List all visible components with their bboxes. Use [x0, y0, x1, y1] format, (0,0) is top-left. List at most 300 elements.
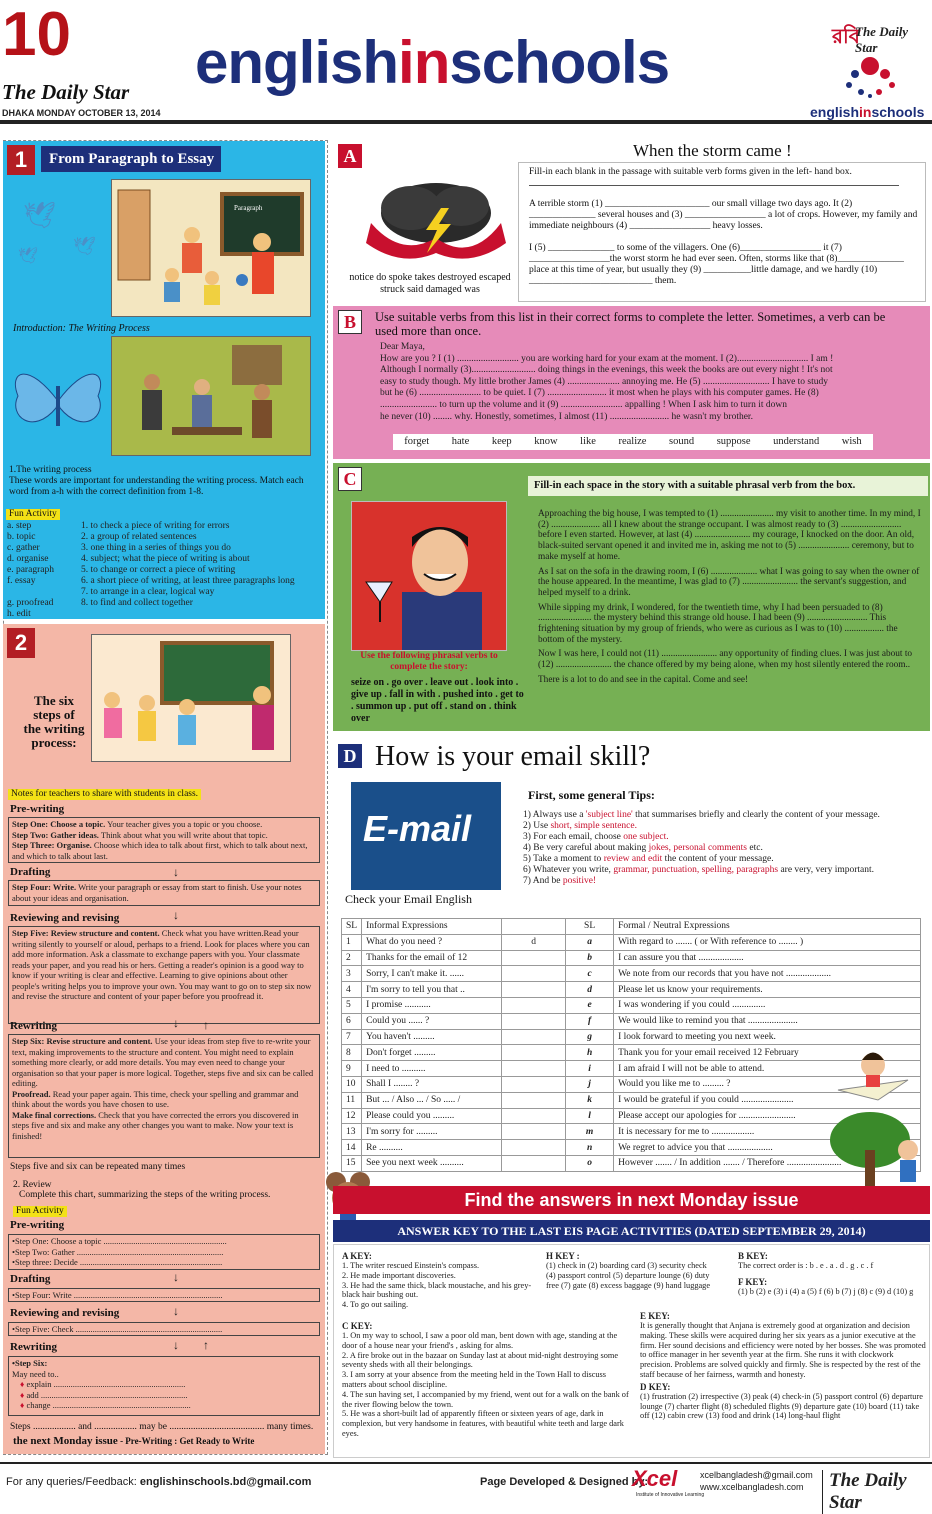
- table-row: [342, 997, 921, 1013]
- tree-boy-icon: [830, 1110, 930, 1188]
- word-item: g. proofread: [7, 598, 54, 608]
- row-formal: I am afraid I will not be able to attend.: [614, 1061, 921, 1077]
- letter-text: [380, 342, 920, 423]
- row-informal: You haven't .........: [362, 1029, 502, 1045]
- rewriting-heading: Rewriting: [10, 1020, 58, 1032]
- prewriting-steps: [8, 817, 320, 863]
- table-row: [342, 1045, 921, 1061]
- key-title: E KEY:: [640, 1311, 670, 1321]
- tip-text: 2) Use: [523, 821, 551, 831]
- section-a: [333, 140, 930, 303]
- next-issue-note: [13, 1436, 254, 1447]
- row-formal: We would like to remind you that .....................: [614, 1013, 921, 1029]
- classroom-drawing: [112, 180, 310, 316]
- row-answer: [502, 982, 566, 998]
- check-heading: Check your Email English: [345, 892, 472, 906]
- fun-activity-label-2: [13, 1206, 67, 1217]
- row-sl: 3: [342, 966, 362, 982]
- row-sl: 5: [342, 997, 362, 1013]
- final-corrections-label: Make final corrections.: [12, 1109, 97, 1120]
- storm-cloud-icon: [361, 168, 511, 268]
- row-formal: I would be grateful if you could ......................: [614, 1092, 921, 1108]
- verb-chip: realize: [618, 436, 647, 447]
- row-sl: 7: [342, 1029, 362, 1045]
- section-a-title: When the storm came !: [633, 141, 792, 160]
- row-sl: 15: [342, 1155, 362, 1171]
- row-formal: With regard to ....... ( or With reference to ........ ): [614, 934, 921, 950]
- key-item: 2. A fire broke out in the bazaar on Sunday last at about mid-night destroying some seventy sheds with all their belongings.: [342, 1350, 619, 1370]
- daily-star-logo: The Daily Star: [2, 80, 130, 104]
- designed-by: Page Developed & Designed by:: [480, 1476, 649, 1488]
- row-formal: Thank you for your email received 12 February: [614, 1045, 921, 1061]
- answer-key: [333, 1244, 930, 1458]
- verb-chip: forget: [404, 436, 430, 447]
- key-item: 3. He had the same thick, black moustache, and his grey-black hair bushing out.: [342, 1280, 532, 1300]
- story-paragraph: While sipping my drink, I wondered, for the twentieth time, why I had been persuaded to (8) ....................... the mystery behind this strange old house. I had been (9) .......................... This frightening situation by my group of friends, who were as curious as I was to (10) ................. the bottom of the mystery.: [538, 602, 898, 645]
- row-sl: 8: [342, 1045, 362, 1061]
- letter-line: but he (6) .......................... to be quiet. I (7) ......................... it most when he plays with his computer games. He (8): [380, 388, 819, 399]
- chart-may-need: May need to..: [12, 1368, 59, 1379]
- chart-step-4: •Step Four: Write ......................................................................: [12, 1290, 223, 1300]
- row-formal: I look forward to meeting you next week.: [614, 1029, 921, 1045]
- table-row: [342, 1092, 921, 1108]
- six-steps-heading: The six steps of the writing process:: [23, 693, 85, 750]
- tip-highlight: grammar, punctuation, spelling, paragraphs: [613, 865, 779, 875]
- definition-item: 6. a short piece of writing, at least three paragraphs long: [81, 576, 295, 586]
- row-letter: k: [566, 1092, 614, 1108]
- section-c: [333, 463, 930, 731]
- definition-item: 8. to find and collect together: [81, 598, 193, 608]
- row-informal: See you next week ..........: [362, 1155, 502, 1171]
- office-drawing: [112, 337, 310, 455]
- row-letter: c: [566, 966, 614, 982]
- passage-p2: I (5) ______________ to some of the villagers. One (6)_________________ it (7) _________________the worst storm he had ever seen. Often, storms like that (8)______________ place at this time of year, but usually they (9) __________little damage, and we hardly (10) __________________________ them.: [529, 243, 904, 286]
- xcel-logo: Xcel: [632, 1466, 678, 1491]
- section-letter: A: [338, 144, 362, 168]
- row-formal: We regret to advice you that ...................: [614, 1140, 921, 1156]
- table-header: [342, 919, 921, 935]
- chart-prewriting: Pre-writing: [10, 1219, 65, 1231]
- row-answer: [502, 1076, 566, 1092]
- step-text: Your teacher gives you a topic or you choose.: [105, 819, 263, 829]
- row-formal: It is necessary for me to ..................: [614, 1124, 921, 1140]
- chart-step-6: •Step Six:: [12, 1358, 48, 1368]
- step-action: Gather ideas.: [48, 829, 99, 840]
- chart-reviewing-box: [8, 1322, 320, 1336]
- definition-item: 5. to change or correct a piece of writing: [81, 565, 236, 575]
- email-illustration: [351, 782, 501, 890]
- row-letter: f: [566, 1013, 614, 1029]
- fun-activity-text: Fun Activity: [13, 1206, 67, 1217]
- story-paragraph: Now I was here, I could not (11) ........................ any opportunity of finding clues. I was just about to (12) ........................ the chance offered by my being alone, when my host silently entered the room..: [538, 649, 913, 671]
- tip-highlight: 'subject line': [585, 810, 633, 820]
- up-arrow-icon: ↑: [203, 1338, 209, 1352]
- masthead-pre: english: [195, 29, 399, 96]
- row-sl: 12: [342, 1108, 362, 1124]
- word-item: f. essay: [7, 576, 36, 586]
- partner-logos: [810, 10, 930, 120]
- footer-daily-star-logo: The Daily Star: [822, 1470, 932, 1514]
- section-title: From Paragraph to Essay: [41, 146, 221, 172]
- key-item: 4. To go out sailing.: [342, 1300, 409, 1310]
- row-informal: I'm sorry to tell you that ..: [362, 982, 502, 998]
- section-d-title: How is your email skill?: [375, 741, 651, 772]
- step-label: Step Five: Review structure and content.: [12, 928, 160, 938]
- tip-highlight: positive!: [562, 876, 597, 886]
- row-answer: [502, 1140, 566, 1156]
- verb-chip: suppose: [716, 436, 751, 447]
- key-item: 3. I am sorry at your absence from the meeting held in the Town Hall to discuss matters about school discipline.: [342, 1370, 607, 1389]
- row-letter: d: [566, 982, 614, 998]
- letter-line: he never (10) ........ why. Honestly, sometimes, I almost (11) ......................... he wasn't my brother.: [380, 411, 753, 422]
- eis-tagline: [810, 104, 924, 120]
- table-row: [342, 950, 921, 966]
- storm-passage: [518, 162, 926, 302]
- key-item: 4. The sun having set, I accompanied by my friend, went out for a walk on the bank of the river flowing below the town.: [342, 1389, 629, 1409]
- down-arrow-icon: ↓: [173, 1304, 179, 1318]
- boy-on-plane-icon: [838, 1040, 908, 1110]
- col-sl2: SL: [566, 919, 614, 935]
- row-answer: [502, 1108, 566, 1124]
- masthead-post: schools: [449, 29, 670, 96]
- butterfly-icon: [8, 356, 108, 446]
- man-illustration: [351, 501, 507, 651]
- divider: [529, 185, 899, 186]
- answer-key-header: ANSWER KEY TO THE LAST EIS PAGE ACTIVITIES (DATED SEPTEMBER 29, 2014): [333, 1220, 930, 1242]
- table-row: [342, 982, 921, 998]
- row-letter: g: [566, 1029, 614, 1045]
- reviewing-heading: Reviewing and revising: [10, 912, 120, 924]
- key-title: A KEY:: [342, 1251, 372, 1261]
- row-sl: 10: [342, 1076, 362, 1092]
- chart-bullet: ♦ explain ..............................................................: [20, 1379, 186, 1389]
- story-paragraph: There is a lot to do and see in the capital. Come and see!: [538, 674, 749, 685]
- section-c-title: Fill-in each space in the story with a suitable phrasal verb from the box.: [534, 480, 856, 491]
- bird-icon: 🕊: [73, 236, 96, 256]
- row-sl: 6: [342, 1013, 362, 1029]
- section-number: 1: [7, 145, 35, 175]
- chart-drafting-box: [8, 1288, 320, 1302]
- tip-text: are very, very important.: [778, 865, 875, 875]
- section-letter: C: [338, 467, 362, 491]
- step-text: Check what you have written.Read your writing silently to yourself or aloud, perhaps to a friend. Look for places where you can add more information. Ask a classmate to exchange papers with you. Your classmate reads your paper, and you read his or hers. Getting a reader's opinion is a good way to know if your writing is clear and effective. Learning to give opinions about other people's writing helps you to improve your own. You may want to go on to step six now and revise the structure and content of your paper before you proofread it.: [12, 928, 312, 1001]
- row-answer: [502, 1124, 566, 1140]
- tip-highlight: one subject.: [623, 832, 669, 842]
- row-sl: 14: [342, 1140, 362, 1156]
- verb-chip: understand: [773, 436, 820, 447]
- prewriting-step: [12, 840, 316, 861]
- up-arrow-icon: ↑: [203, 1018, 209, 1032]
- verb-chip: hate: [451, 436, 470, 447]
- row-letter: b: [566, 950, 614, 966]
- drafting-heading: Drafting: [10, 866, 51, 878]
- step-action: Organise.: [56, 840, 92, 850]
- phrasal-instruction: Use the following phrasal verbs to complete the story:: [360, 651, 498, 672]
- key-title: C KEY:: [342, 1321, 373, 1331]
- step-label: Step Six: Revise structure and content.: [12, 1036, 153, 1046]
- prewriting-step: [12, 830, 316, 841]
- row-informal: What do you need ?: [362, 934, 502, 950]
- section-b: [333, 306, 930, 459]
- row-letter: m: [566, 1124, 614, 1140]
- section-letter: D: [338, 744, 362, 768]
- chart-prewriting-box: [8, 1234, 320, 1270]
- row-sl: 4: [342, 982, 362, 998]
- row-informal: Could you ...... ?: [362, 1013, 502, 1029]
- section-number: 2: [7, 628, 35, 658]
- chart-rewriting: Rewriting: [10, 1341, 58, 1353]
- feedback-email[interactable]: englishinschools.bd@gmail.com: [139, 1476, 312, 1488]
- section-letter: B: [338, 310, 362, 334]
- children-drawing: [92, 635, 290, 761]
- tip-text: 4) Be very careful about making: [523, 843, 649, 853]
- story-paragraph: As I sat on the sofa in the drawing room, I (6) .................... what I was going to say when the owner of the house appeared. In the meantime, I was glad to (7) ........................ the servant's suggestion, and helped myself to a drink.: [538, 566, 920, 598]
- row-informal: Sorry, I can't make it. ......: [362, 966, 502, 982]
- row-informal: I promise ...........: [362, 997, 502, 1013]
- rewriting-step: [8, 1034, 320, 1158]
- classroom-illustration: [111, 179, 311, 317]
- row-informal: I'm sorry for .........: [362, 1124, 502, 1140]
- partner-daily-star-logo: The Daily Star: [855, 24, 909, 55]
- row-formal: Would you like me to ......... ?: [614, 1076, 921, 1092]
- key-item: 1. The writer rescued Einstein's compass.: [342, 1261, 480, 1270]
- steps-line: Steps .................. and .................. may be ........................................ many times.: [10, 1422, 314, 1432]
- b-key: [738, 1251, 926, 1297]
- section-1: [3, 141, 325, 619]
- word-item: c. gather: [7, 543, 40, 553]
- page-number: 10: [2, 0, 71, 69]
- proofread-label: Proofread.: [12, 1088, 51, 1099]
- h-key: [546, 1251, 714, 1290]
- row-answer: [502, 1092, 566, 1108]
- row-informal: Shall I ........ ?: [362, 1076, 502, 1092]
- row-letter: h: [566, 1045, 614, 1061]
- tip-text: 6) Whatever you write,: [523, 865, 614, 875]
- row-answer: [502, 1061, 566, 1077]
- row-sl: 11: [342, 1092, 362, 1108]
- tag-post: schools: [871, 104, 925, 120]
- table-row: [342, 1076, 921, 1092]
- step-label: Step Three:: [12, 840, 57, 850]
- row-answer: [502, 1013, 566, 1029]
- row-formal: Please let us know your requirements.: [614, 982, 921, 998]
- row-formal: I can assure you that ...................: [614, 950, 921, 966]
- key-item: 2. He made important discoveries.: [342, 1270, 456, 1280]
- letter-line: Although I normally (3)........................... doing things in the evenings, this week the books are out every night ! It's not: [380, 365, 833, 376]
- row-sl: 2: [342, 950, 362, 966]
- feedback-label: For any queries/Feedback:: [6, 1476, 140, 1488]
- chart-step-2: •Step Two: Gather .....................................................................: [12, 1246, 224, 1257]
- word-item: a. step: [7, 521, 32, 531]
- prewriting-step: [12, 819, 316, 830]
- eis-dots-logo: [835, 52, 905, 102]
- title-panel: [528, 476, 928, 496]
- tip-item: [523, 821, 928, 832]
- col-informal: Informal Expressions: [362, 919, 502, 935]
- key-text: (1) frustration (2) irrespective (3) peak (4) check-in (5) passport control (6) departure lounge (7) charter flight (8) scheduled flights (9) departure gate (10) board (11) take off (12) cabin crew (13) food and drink (14) long-haul flight: [640, 1391, 923, 1421]
- definition-item: 4. subject; what the piece of writing is about: [81, 554, 250, 564]
- next-monday: the next Monday issue: [13, 1435, 118, 1447]
- feedback-line: [6, 1476, 311, 1488]
- c-key: [342, 1321, 632, 1439]
- tip-highlight: jokes, personal comments: [648, 843, 747, 853]
- tag-pre: english: [810, 104, 860, 120]
- tips-title: First, some general Tips:: [528, 788, 655, 802]
- verb-list: [393, 434, 873, 450]
- xcel-subtitle: Institute of Innovative Learning: [636, 1492, 705, 1498]
- tip-text: 1) Always use a: [523, 810, 586, 820]
- board-text: Paragraph: [234, 204, 263, 212]
- row-letter: o: [566, 1155, 614, 1171]
- table-row: [342, 1029, 921, 1045]
- key-text: The correct order is : b . e . a . d . g . c . f: [738, 1261, 874, 1270]
- tip-item: [523, 843, 928, 854]
- definition-item: 3. one thing in a series of things you do: [81, 543, 231, 553]
- key-items: [342, 1261, 542, 1310]
- intro-caption: Introduction: The Writing Process: [13, 323, 150, 334]
- row-answer: [502, 966, 566, 982]
- tip-text: 5) Take a moment to: [523, 854, 604, 864]
- e-key: [640, 1311, 926, 1421]
- tip-item: [523, 854, 928, 865]
- tip-highlight: review and edit: [603, 854, 663, 864]
- word-list: [7, 521, 77, 620]
- tips-list: [523, 810, 928, 887]
- next-topic: - Pre-Writing : Get Ready to Write: [117, 1436, 255, 1446]
- word-item: b. topic: [7, 532, 36, 542]
- word-item: d. organise: [7, 554, 49, 564]
- table-row: [342, 966, 921, 982]
- definition-item: 7. to arrange in a clear, logical way: [81, 587, 215, 597]
- tip-text: 7) And be: [523, 876, 563, 886]
- phrasal-verb-box: seize on . go over . leave out . look into . give up . fall in with . pushed into . get to . summon up . put off . stand on . think over: [351, 677, 524, 724]
- tip-text: etc.: [747, 843, 763, 853]
- word-item: e. paragraph: [7, 565, 54, 575]
- bird-icon: 🕊: [18, 248, 39, 265]
- row-letter: a: [566, 934, 614, 950]
- xcel-email[interactable]: xcelbangladesh@gmail.com: [700, 1470, 813, 1480]
- tip-item: [523, 865, 928, 876]
- down-arrow-icon: ↓: [173, 1016, 179, 1030]
- man-drawing: [352, 502, 506, 650]
- verb-chip: like: [580, 436, 596, 447]
- tag-in: in: [859, 104, 872, 120]
- page-header: [0, 0, 932, 124]
- step-label: Step One:: [12, 819, 49, 829]
- letter-line: How are you ? I (1) .......................... you are working hard for your exam at the moment. I (2).............................. I am !: [380, 353, 834, 364]
- row-formal: I was wondering if you could ..............: [614, 997, 921, 1013]
- children-illustration: [91, 634, 291, 762]
- review-title: 2. Review: [13, 1180, 52, 1190]
- key-item: 5. He was a short-built lad of apparently fifteen or sixteen years of age, dark in complexion, but very handsome in features, with beautiful white teeth and large dark eyes.: [342, 1409, 624, 1438]
- tip-highlight: short, simple sentence.: [550, 821, 637, 831]
- step-text: Use your ideas from step five to re-write your text, making improvements to the structure and content. You might need to explain something more clearly, or add more details. You may even need to change your organisation so that your paper is more logical. Together, steps five and six can be called editing.: [12, 1036, 314, 1088]
- table-row: [342, 1013, 921, 1029]
- row-answer: [502, 1029, 566, 1045]
- dateline: DHAKA MONDAY OCTOBER 13, 2014: [2, 108, 161, 118]
- step-label: Step Four: Write.: [12, 882, 77, 892]
- step-action: Choose a topic.: [48, 819, 106, 829]
- bird-icon: 🕊: [23, 201, 57, 230]
- final-corrections-text: Check that you have corrected the errors you discovered in steps five and six and make any other changes you want to make. Now your text is finished!: [12, 1109, 299, 1141]
- section-2: [3, 624, 325, 1454]
- step-text: Write your paragraph or essay from start to finish. Use your notes about your ideas and organisation.: [12, 882, 302, 903]
- fun-activity-text: Fun Activity: [6, 509, 60, 520]
- tip-item: [523, 832, 928, 843]
- key-title: B KEY:: [738, 1251, 768, 1261]
- proofread-text: Read your paper again. This time, check your spelling and grammar and think about the words you have chosen to use.: [12, 1088, 299, 1109]
- row-letter: i: [566, 1061, 614, 1077]
- key-title: H KEY :: [546, 1251, 580, 1261]
- chart-rewriting-box: [8, 1356, 320, 1416]
- reviewing-step: [8, 926, 320, 1024]
- down-arrow-icon: ↓: [173, 908, 179, 922]
- drafting-step: [8, 880, 320, 906]
- row-answer: [502, 1155, 566, 1171]
- passage-p1: A terrible storm (1) ______________________ our small village two days ago. It (2) ______________ several houses and (3) _________________ a lot of crops. However, my family and immediate neighbours (4) _________________ heavy losses.: [529, 199, 918, 231]
- fun-activity-label: [6, 509, 60, 520]
- row-sl: 9: [342, 1061, 362, 1077]
- down-arrow-icon: ↓: [173, 865, 179, 879]
- tip-item: [523, 876, 928, 887]
- instruction: Fill-in each blank in the passage with suitable verb forms given in the left- hand box.: [529, 167, 852, 177]
- row-informal: Don't forget .........: [362, 1045, 502, 1061]
- chart-step-5: •Step Five: Check .....................................................................: [12, 1324, 223, 1334]
- tip-text: that summarises briefly and clearly the content of your message.: [632, 810, 880, 820]
- chart-explain: explain ..............................................................: [26, 1379, 186, 1389]
- row-letter: j: [566, 1076, 614, 1092]
- process-text: These words are important for understanding the writing process. Match each word from a-h with the correct definition from 1-8.: [9, 476, 304, 497]
- verb-chip: sound: [669, 436, 695, 447]
- row-informal: Re ..........: [362, 1140, 502, 1156]
- notes-text: Notes for teachers to share with students in class.: [8, 789, 201, 800]
- down-arrow-icon: ↓: [173, 1270, 179, 1284]
- row-formal: We note from our records that you have not ...................: [614, 966, 921, 982]
- row-formal: However ....... / In addition ....... / Therefore .......................: [614, 1155, 921, 1171]
- key-text: (1) check in (2) boarding card (3) security check (4) passport control (5) departure lounge (6) duty free (7) gate (8) excess baggage (9) hand luggage: [546, 1261, 711, 1290]
- chart-drafting: Drafting: [10, 1273, 51, 1285]
- step-text: Choose which idea to talk about first, which to talk about next, and which to talk about last.: [12, 840, 308, 861]
- robi-logo: রবি: [832, 26, 860, 48]
- word-item: h. edit: [7, 609, 31, 619]
- col-answer: [502, 919, 566, 935]
- masthead: [195, 28, 669, 97]
- row-informal: But ... / Also ... / So ..... /: [362, 1092, 502, 1108]
- story-text: [538, 509, 923, 690]
- definition-item: 2. a group of related sentences: [81, 532, 197, 542]
- row-sl: 1: [342, 934, 362, 950]
- tip-text: the content of your message.: [662, 854, 774, 864]
- row-answer: [502, 1045, 566, 1061]
- email-pic-text: E-mail: [363, 808, 472, 849]
- verb-chip: wish: [841, 436, 862, 447]
- xcel-website[interactable]: www.xcelbangladesh.com: [700, 1482, 804, 1492]
- chart-bullet: ♦ add .....................................................................: [20, 1389, 188, 1400]
- row-letter: n: [566, 1140, 614, 1156]
- notes-label: [8, 789, 201, 800]
- step-text: Think about what you will write about that topic.: [98, 829, 268, 840]
- row-informal: Thanks for the email of 12: [362, 950, 502, 966]
- letter-line: Dear Maya,: [380, 342, 425, 352]
- step-label: Step Two:: [12, 829, 49, 840]
- row-answer: [502, 950, 566, 966]
- find-answers-banner: Find the answers in next Monday issue: [333, 1186, 930, 1214]
- definition-item: 1. to check a piece of writing for errors: [81, 521, 230, 531]
- a-key: [342, 1251, 542, 1310]
- review-text: Complete this chart, summarizing the steps of the writing process.: [19, 1190, 271, 1200]
- chart-add: add .....................................................................: [26, 1389, 188, 1400]
- chart-bullet: ♦ change .................................................................: [20, 1400, 191, 1410]
